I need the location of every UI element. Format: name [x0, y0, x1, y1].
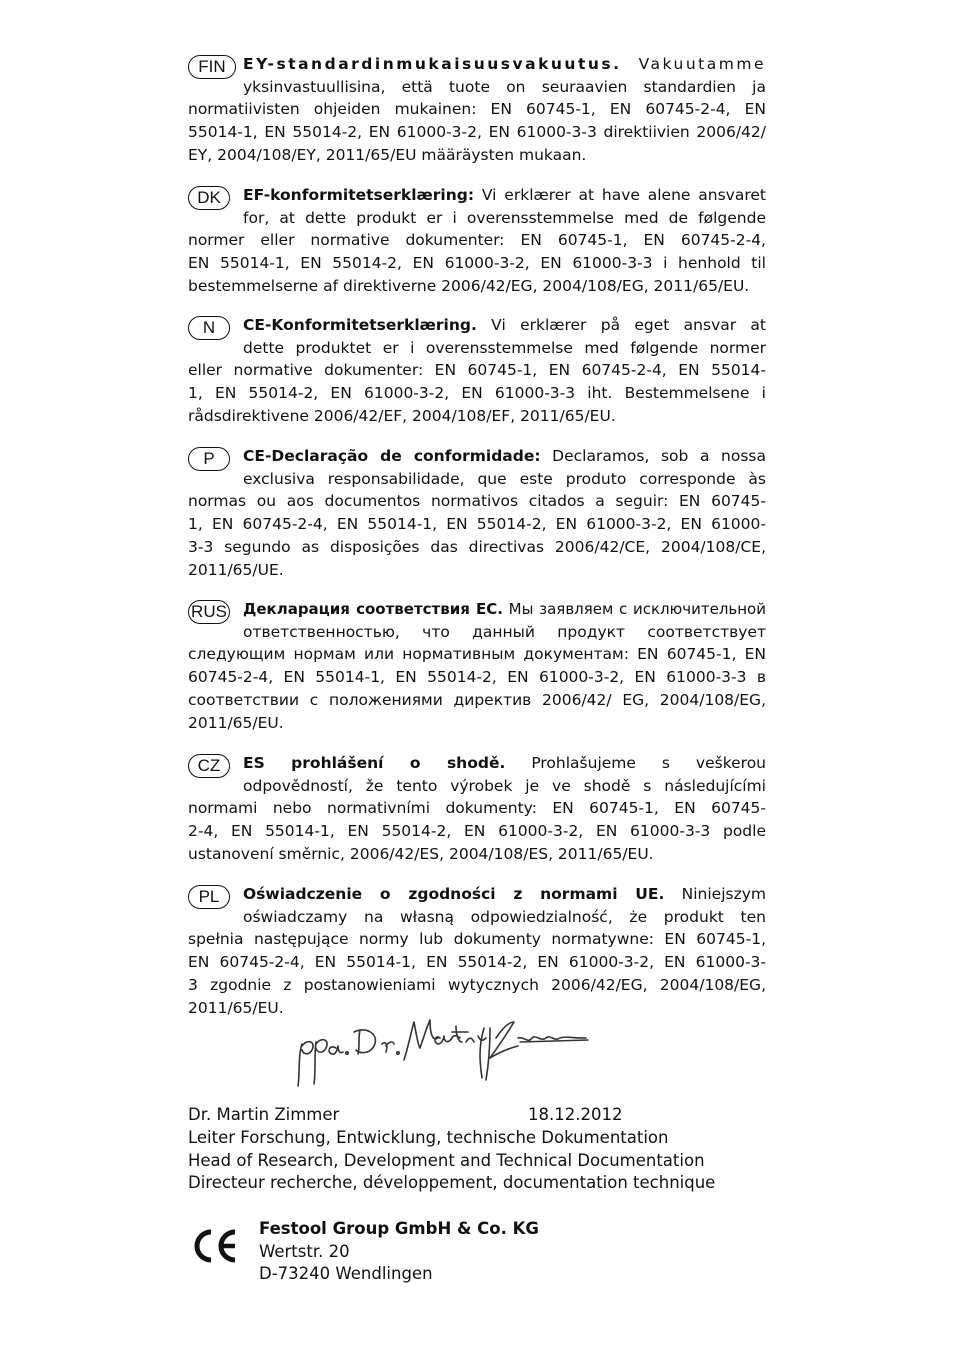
company-city: D-73240 Wendlingen [259, 1264, 433, 1283]
declaration-text: Мы заявляем с исключительной [502, 600, 766, 618]
declaration-pl [188, 883, 766, 1024]
declaration-dk [188, 184, 766, 302]
declaration-line: eller normative dokumenter: EN 60745-1, EN 60745-2-4, EN 55014- [188, 361, 766, 380]
declaration-text: Niniejszym [664, 885, 766, 903]
declaration-line: EN 55014-1, EN 55014-2, EN 61000-3-2, EN 61000-3-3 i henhold til [188, 254, 766, 273]
handwritten-signature [290, 1008, 590, 1090]
declaration-line: ustanovení směrnic, 2006/42/ES, 2004/108/ES, 2011/65/EU. [188, 844, 654, 863]
language-badge: FIN [188, 55, 236, 79]
declaration-heading: Oświadczenie o zgodności z normami UE. [243, 885, 665, 903]
declaration-line: следующим нормам или нормативным документам: EN 60745-1, EN [188, 645, 766, 664]
declaration-line: EN 60745-2-4, EN 55014-1, EN 55014-2, EN 61000-3-2, EN 61000-3- [188, 953, 766, 972]
signature-date: 18.12.2012 [528, 1105, 623, 1124]
company-street: Wertstr. 20 [259, 1242, 350, 1261]
declaration-line: exclusiva responsabilidade, que este produto corresponde às [243, 469, 766, 488]
declaration-line: for, at dette produkt er i overensstemmelse med de følgende [243, 208, 766, 227]
declaration-line: ответственностью, что данный продукт соответствует [243, 622, 766, 641]
declaration-text: Vi erklærer at have alene ansvaret [474, 186, 766, 204]
declaration-rus [188, 598, 766, 739]
declaration-line: dette produktet er i overensstemmelse med følgende normer [243, 338, 766, 357]
declaration-line: spełnia następujące normy lub dokumenty normatywne: EN 60745-1, [188, 930, 766, 949]
declaration-p [188, 445, 766, 586]
declaration-line: 55014-1, EN 55014-2, EN 61000-3-2, EN 61000-3-3 direktiivien 2006/42/ [188, 123, 766, 142]
declaration-line: bestemmelserne af direktiverne 2006/42/EG, 2004/108/EG, 2011/65/EU. [188, 276, 750, 295]
signatory-title-de: Leiter Forschung, Entwicklung, technische Dokumentation [188, 1128, 669, 1147]
declaration-line: normer eller normative dokumenter: EN 60745-1, EN 60745-2-4, [188, 231, 766, 250]
declaration-line: 60745-2-4, EN 55014-1, EN 55014-2, EN 61000-3-2, EN 61000-3-3 в [188, 668, 766, 687]
declaration-line: 2-4, EN 55014-1, EN 55014-2, EN 61000-3-2, EN 61000-3-3 podle [188, 822, 766, 841]
declaration-line: EY, 2004/108/EY, 2011/65/EU määräysten mukaan. [188, 145, 587, 164]
declaration-heading: ES prohlášení o shodě. [243, 754, 506, 772]
declaration-text: Vakuutamme [621, 55, 766, 73]
declaration-line [243, 598, 766, 620]
signatory-title-fr: Directeur recherche, développement, documentation technique [188, 1173, 716, 1192]
declaration-n [188, 314, 766, 432]
company-name: Festool Group GmbH & Co. KG [259, 1219, 539, 1238]
declaration-cz [188, 752, 766, 870]
declaration-heading: CE-Declaração de conformidade: [243, 447, 541, 465]
declaration-line: normatiivisten ohjeiden mukainen: EN 60745-1, EN 60745-2-4, EN [188, 100, 766, 119]
declaration-line: yksinvastuullisina, että tuote on seuraavien standardien ja [243, 77, 766, 96]
declaration-line [243, 445, 766, 467]
ce-mark-icon [191, 1228, 239, 1264]
declaration-line: 3 zgodnie z postanowieniami wytycznych 2006/42/EG, 2004/108/EG, [188, 975, 766, 994]
declaration-line: normami nebo normativními dokumenty: EN 60745-1, EN 60745- [188, 799, 766, 818]
declaration-line: odpovědností, že tento výrobek je ve shodě s následujícími [243, 776, 766, 795]
declaration-heading: EY-standardinmukaisuusvakuutus. [243, 55, 622, 73]
declaration-line: 1, EN 60745-2-4, EN 55014-1, EN 55014-2, EN 61000-3-2, EN 61000- [188, 515, 766, 534]
language-badge: DK [188, 186, 230, 210]
declaration-line: соответствии с положениями директив 2006/42/ EG, 2004/108/EG, [188, 690, 766, 709]
declaration-line [243, 752, 766, 774]
declaration-line: 1, EN 55014-2, EN 61000-3-2, EN 61000-3-3 iht. Bestemmelsene i [188, 384, 766, 403]
declaration-line: 2011/65/EU. [188, 998, 284, 1017]
declaration-line [243, 53, 766, 75]
declaration-line [243, 314, 766, 336]
signatory-name: Dr. Martin Zimmer [188, 1105, 340, 1124]
language-badge: PL [188, 885, 230, 909]
language-badge: N [188, 316, 230, 340]
declaration-text: Vi erklærer på eget ansvar at [476, 316, 766, 334]
declaration-line: oświadczamy na własną odpowiedzialność, że produkt ten [243, 907, 766, 926]
declaration-heading: Декларация соответствия ЕС. [243, 600, 503, 618]
declaration-line [243, 883, 766, 905]
declaration-line: normas ou aos documentos normativos citados a seguir: EN 60745- [188, 492, 766, 511]
declaration-heading: EF-konformitetserklæring: [243, 186, 475, 204]
declaration-heading: CE-Konformitetserklæring. [243, 316, 477, 334]
declaration-line: 2011/65/UE. [188, 560, 284, 579]
declaration-line: 3-3 segundo as disposições das directivas 2006/42/CE, 2004/108/CE, [188, 537, 766, 556]
company-block [188, 1216, 688, 1296]
language-badge: CZ [188, 754, 230, 778]
declaration-line: 2011/65/EU. [188, 713, 284, 732]
declaration-fin [188, 53, 766, 171]
declaration-line: rådsdirektivene 2006/42/EF, 2004/108/EF, 2011/65/EU. [188, 406, 616, 425]
language-badge: RUS [188, 600, 230, 624]
declaration-text: Declaramos, sob a nossa [540, 447, 766, 465]
language-badge: P [188, 447, 230, 471]
declaration-line [243, 184, 766, 206]
signatory-title-en: Head of Research, Development and Technical Documentation [188, 1151, 705, 1170]
declaration-text: Prohlašujeme s veškerou [505, 754, 766, 772]
